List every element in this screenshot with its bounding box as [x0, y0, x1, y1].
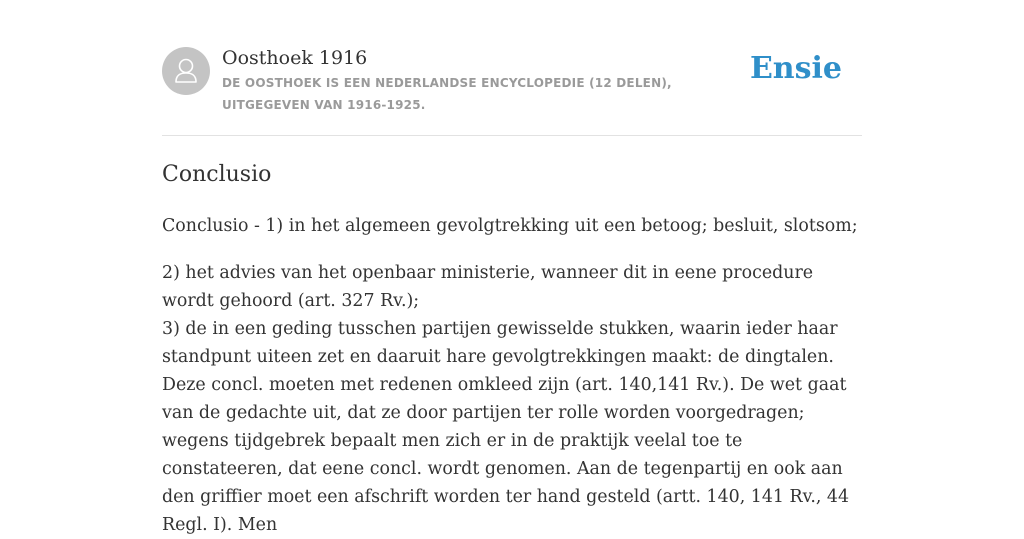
article-paragraph: 2) het advies van het openbaar ministerie, wanneer dit in eene procedure wordt gehoord (art. 327 Rv.);: [162, 263, 814, 311]
article-title: Conclusio: [162, 162, 272, 187]
article-paragraph: Conclusio - 1) in het algemeen gevolgtrekking uit een betoog; besluit, slotsom;: [162, 216, 858, 236]
article-paragraph: 3) de in een geding tusschen partijen gewisselde stukken, waarin ieder haar standpunt uiteen zet en daaruit hare gevolgtrekkingen maakt: de dingtalen. Deze concl. moeten met redenen omkleed zijn (art. 140,141 Rv.). De wet gaat van de gedachte uit, dat ze door partijen ter rolle worden voorgedragen; wegens tijdgebrek bepaalt men zich er in de praktijk veelal toe te constateeren, dat eene concl. wordt genomen. Aan de tegenpartij en ook aan den griffier moet een afschrift worden ter hand gesteld (artt. 140, 141 Rv., 44 Regl. I). Men: [162, 319, 850, 535]
source-description: DE OOSTHOEK IS EEN NEDERLANDSE ENCYCLOPEDIE (12 DELEN), UITGEGEVEN VAN 1916-1925.: [222, 76, 672, 112]
user-icon: [162, 47, 210, 95]
brand-logo[interactable]: Ensie: [749, 51, 842, 86]
source-title[interactable]: Oosthoek 1916: [222, 47, 368, 69]
article-body: [162, 212, 867, 539]
source-avatar[interactable]: [162, 47, 210, 95]
source-header: [162, 46, 862, 136]
header-divider: [162, 135, 862, 136]
